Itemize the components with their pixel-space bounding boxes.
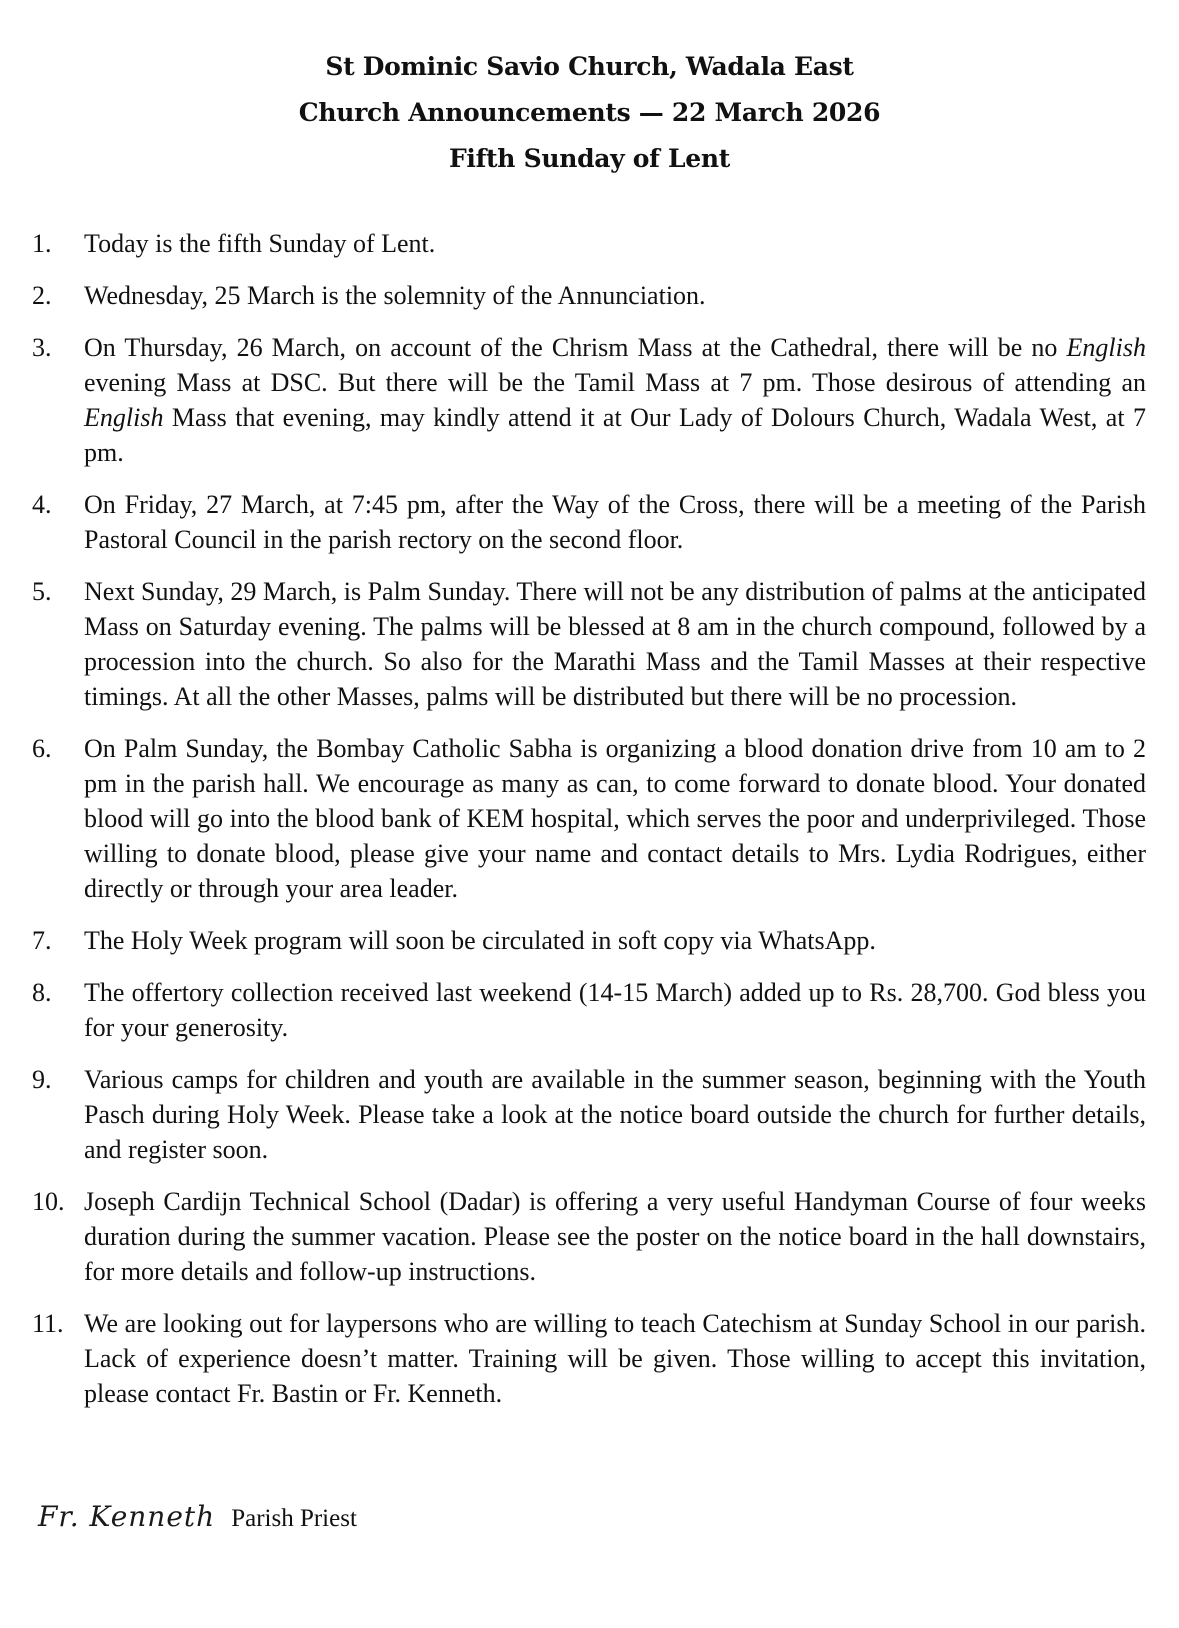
item-text: On Palm Sunday, the Bombay Catholic Sabha is organizing a blood donation drive from 10 am to 2 pm in the parish hall. We encourage as many as can, to come forward to donate blood. Your donated blood will go into the blood bank of KEM hospital, which serves the poor and underprivileged. Those willing to donate blood, please give your name and contact details to Mrs. Lydia Rodrigues, either directly or through your area leader. (84, 734, 1146, 903)
signature-name: Fr. Kenneth (38, 1500, 216, 1533)
announcement-item (32, 975, 1146, 1045)
emphasis-english: English (84, 403, 164, 432)
announcement-item (32, 1306, 1146, 1411)
church-name: St Dominic Savio Church, Wadala East (325, 52, 854, 81)
announcement-item (32, 278, 1146, 313)
page-title: Church Announcements — 22 March 2026 (298, 98, 881, 127)
item-text: The Holy Week program will soon be circulated in soft copy via WhatsApp. (84, 926, 876, 955)
item-number: 8. (32, 978, 52, 1007)
item-text: The offertory collection received last weekend (14-15 March) added up to Rs. 28,700. God bless you for your generosity. (84, 978, 1146, 1042)
signature-block (38, 1500, 357, 1533)
announcement-item (32, 1062, 1146, 1167)
item-number: 7. (32, 926, 52, 955)
announcements-list (32, 226, 1146, 1428)
item-text: On Thursday, 26 March, on account of the Chrism Mass at the Cathedral, there will be no English evening Mass at DSC. But there will be the Tamil Mass at 7 pm. Those desirous of attending an English Mass that evening, may kindly attend it at Our Lady of Dolours Church, Wadala West, at 7 pm. (84, 333, 1146, 467)
item-number: 3. (32, 333, 52, 362)
item-number: 1. (32, 229, 52, 258)
announcement-item (32, 923, 1146, 958)
item-number: 2. (32, 281, 52, 310)
item-text: Joseph Cardijn Technical School (Dadar) is offering a very useful Handyman Course of four weeks duration during the summer vacation. Please see the poster on the notice board in the hall downstairs, for more details and follow-up instructions. (84, 1187, 1146, 1286)
announcement-item (32, 731, 1146, 906)
item-number: 6. (32, 734, 52, 763)
announcement-item (32, 487, 1146, 557)
item-text: We are looking out for laypersons who are willing to teach Catechism at Sunday School in our parish. Lack of experience doesn’t matter. Training will be given. Those willing to accept this invitation, please contact Fr. Bastin or Fr. Kenneth. (84, 1309, 1146, 1408)
item-text: Wednesday, 25 March is the solemnity of the Annunciation. (84, 281, 706, 310)
item-number: 11. (32, 1309, 64, 1338)
item-text: Today is the fifth Sunday of Lent. (84, 229, 436, 258)
item-number: 10. (32, 1187, 65, 1216)
document-header (0, 44, 1179, 182)
item-number: 4. (32, 490, 52, 519)
signature-title: Parish Priest (231, 1505, 357, 1532)
emphasis-english: English (1066, 333, 1146, 362)
item-number: 5. (32, 577, 52, 606)
announcement-item (32, 574, 1146, 714)
item-number: 9. (32, 1065, 52, 1094)
item-text: Next Sunday, 29 March, is Palm Sunday. There will not be any distribution of palms at the anticipated Mass on Saturday evening. The palms will be blessed at 8 am in the church compound, followed by a procession into the church. So also for the Marathi Mass and the Tamil Masses at their respective timings. At all the other Masses, palms will be distributed but there will be no procession. (84, 577, 1146, 711)
item-text: Various camps for children and youth are available in the summer season, beginning with the Youth Pasch during Holy Week. Please take a look at the notice board outside the church for further details, and register soon. (84, 1065, 1146, 1164)
item-text: On Friday, 27 March, at 7:45 pm, after the Way of the Cross, there will be a meeting of the Parish Pastoral Council in the parish rectory on the second floor. (84, 490, 1146, 554)
announcement-item (32, 226, 1146, 261)
announcement-item (32, 1184, 1146, 1289)
announcement-item (32, 330, 1146, 470)
liturgical-occasion: Fifth Sunday of Lent (448, 144, 731, 173)
